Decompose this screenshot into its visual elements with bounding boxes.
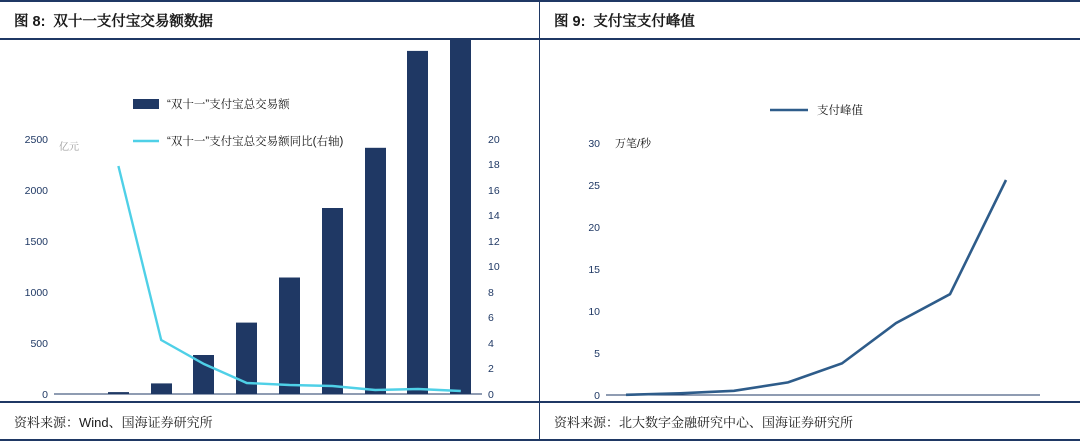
figure-8-chart xyxy=(0,40,540,401)
legend-swatch-bar xyxy=(133,99,159,109)
y2-tick-10: 10 xyxy=(488,261,500,273)
y-tick-1000: 1000 xyxy=(24,287,48,299)
y2-tick-0: 0 xyxy=(488,389,494,401)
y-tick-15: 15 xyxy=(588,264,600,276)
y2-tick-12: 12 xyxy=(488,236,500,248)
y2-tick-8: 8 xyxy=(488,287,494,299)
figure-9-chart xyxy=(540,40,1080,401)
figure-9-title xyxy=(540,0,1080,40)
figure-8-title xyxy=(0,0,540,40)
y-tick-0: 0 xyxy=(594,390,600,401)
y-tick-10: 10 xyxy=(588,306,600,318)
bar-2016 xyxy=(365,148,386,394)
left-axis-unit: 亿元 xyxy=(59,142,79,153)
bar-2010 xyxy=(108,392,129,394)
bar-2015 xyxy=(322,208,343,394)
figure-9-source xyxy=(540,401,1080,441)
legend-label-line: “双十一”支付宝总交易额同比(右轴) xyxy=(167,136,344,148)
y-tick-2500: 2500 xyxy=(24,134,48,146)
figure-9-source-text: 资料来源：北大数字金融研究中心、国海证券研究所 xyxy=(554,414,854,430)
y-tick-30: 30 xyxy=(588,138,600,150)
bar-chart-svg xyxy=(0,40,540,401)
y-tick-1500: 1500 xyxy=(24,236,48,248)
bar-series xyxy=(65,40,471,394)
figure-9-title-text: 支付宝支付峰值 xyxy=(593,13,695,30)
figure-9-panel xyxy=(540,0,1080,441)
line-chart-svg xyxy=(540,40,1080,401)
figure-9-number: 图 9: xyxy=(554,13,586,30)
y2-tick-4: 4 xyxy=(488,338,494,350)
bar-2014 xyxy=(279,278,300,395)
figure-8-number: 图 8: xyxy=(14,13,46,30)
right-axis-unit: 万笔/秒 xyxy=(615,138,652,150)
legend-label-bar: “双十一”支付宝总交易额 xyxy=(167,99,290,111)
y-tick-0: 0 xyxy=(42,389,48,401)
y-tick-2000: 2000 xyxy=(24,185,48,197)
y2-tick-14: 14 xyxy=(488,210,500,222)
y2-tick-2: 2 xyxy=(488,363,494,375)
y-tick-500: 500 xyxy=(30,338,48,350)
legend-label-peak: 支付峰值 xyxy=(817,105,863,117)
y2-tick-20: 20 xyxy=(488,134,500,146)
bar-2017 xyxy=(407,51,428,394)
peak-line xyxy=(626,180,1006,395)
bar-2011 xyxy=(151,383,172,394)
y2-tick-6: 6 xyxy=(488,312,494,324)
y-tick-25: 25 xyxy=(588,180,600,192)
y-tick-5: 5 xyxy=(594,348,600,360)
y-tick-20: 20 xyxy=(588,222,600,234)
figure-8-title-text: 双十一支付宝交易额数据 xyxy=(53,13,213,30)
figure-8-source xyxy=(0,401,540,441)
y2-tick-16: 16 xyxy=(488,185,500,197)
bar-2018 xyxy=(450,40,471,394)
figure-8-source-text: 资料来源：Wind、国海证券研究所 xyxy=(14,414,213,430)
y2-tick-18: 18 xyxy=(488,159,500,171)
